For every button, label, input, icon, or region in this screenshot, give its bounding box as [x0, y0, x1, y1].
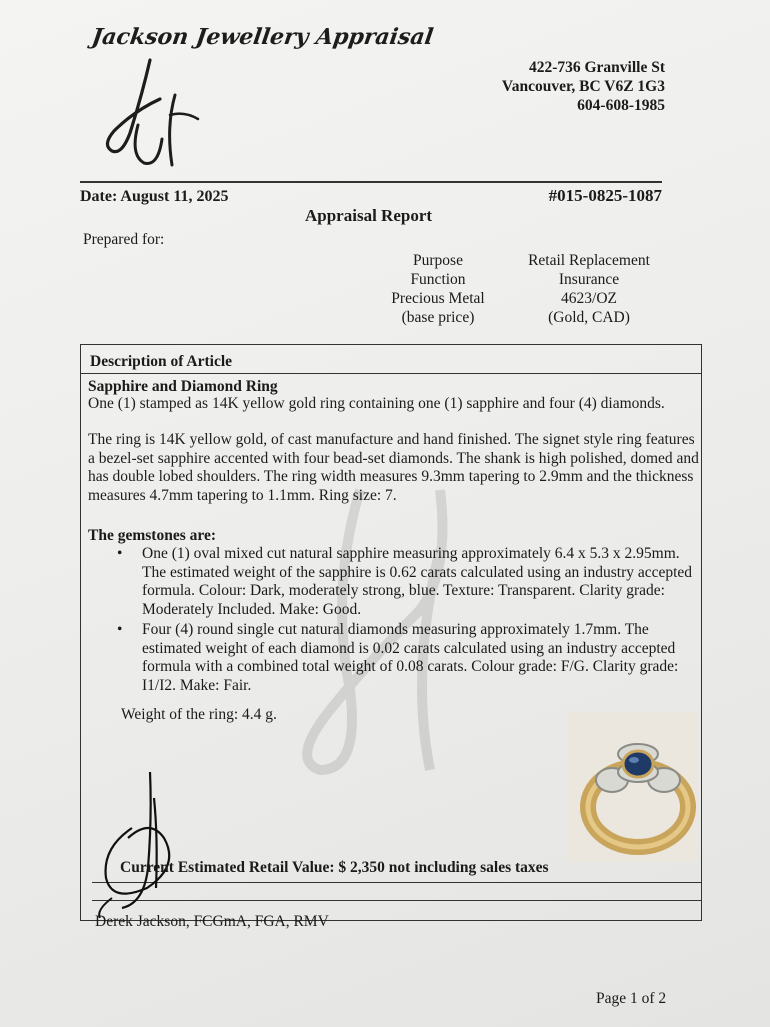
business-name: Jackson Jewellery Appraisal — [90, 24, 435, 50]
gemstone-text: One (1) oval mixed cut natural sapphire measuring approximately 6.4 x 5.3 x 2.95mm. The estimated weight of the sapphire is 0.62 carats calculated using an industry accepted formula. Colour: Dark, moderately strong, blue. Texture: Transparent. Clarity grade: Moderately Included. Make: Good. — [142, 545, 693, 618]
address-city: Vancouver, BC V6Z 1G3 — [501, 78, 665, 95]
bullet-icon: • — [117, 545, 123, 562]
report-reference-number: #015-0825-1087 — [548, 186, 662, 205]
ring-photo — [568, 712, 698, 862]
gemstone-item-diamonds — [117, 621, 705, 695]
base-price-value: (Gold, CAD) — [548, 309, 630, 326]
precious-metal-label: Precious Metal — [391, 290, 485, 307]
description-header-divider — [80, 373, 702, 374]
description-section-header: Description of Article — [90, 353, 233, 370]
detail-labels — [382, 251, 494, 327]
jj-monogram-logo — [100, 55, 210, 170]
estimated-retail-value: Current Estimated Retail Value: $ 2,350 not including sales taxes — [120, 859, 549, 876]
article-title: Sapphire and Diamond Ring — [88, 378, 278, 395]
report-date: Date: August 11, 2025 — [80, 188, 229, 205]
precious-metal-value: 4623/OZ — [561, 290, 617, 307]
bullet-icon: • — [117, 621, 123, 638]
report-title: Appraisal Report — [305, 206, 433, 225]
function-value: Insurance — [558, 271, 620, 288]
gemstone-item-sapphire — [117, 545, 705, 619]
business-phone: 604-608-1985 — [577, 97, 665, 114]
page-number: Page 1 of 2 — [596, 990, 667, 1007]
header-divider — [80, 181, 662, 183]
article-description: The ring is 14K yellow gold, of cast manufacture and hand finished. The signet style ring features a bezel-set sapphire accented with four bead-set diamonds. The shank is high polished, domed and has double lobed shoulders. The ring width measures 9.3mm tapering to 2.9mm and the thickness measures 4.7mm tapering to 1.1mm. Ring size: 7. — [88, 431, 699, 504]
gemstone-text: Four (4) round single cut natural diamonds measuring approximately 1.7mm. The estimated weight of each diamond is 0.02 carats calculated using an industry accepted formula with a combined total weight of 0.08 carats. Colour grade: F/G. Clarity grade: I1/I2. Make: Fair. — [142, 621, 679, 694]
appraiser-name: Derek Jackson, FCGmA, FGA, RMV — [95, 913, 329, 930]
function-label: Function — [410, 271, 466, 288]
address-street: 422-736 Granville St — [528, 59, 665, 76]
gemstones-header: The gemstones are: — [88, 527, 216, 544]
purpose-value: Retail Replacement — [528, 252, 650, 269]
handwritten-signature — [92, 768, 192, 918]
detail-values — [520, 251, 658, 327]
article-summary: One (1) stamped as 14K yellow gold ring containing one (1) sapphire and four (4) diamonds. — [88, 395, 665, 412]
gemstone-list — [117, 545, 705, 697]
base-price-label: (base price) — [401, 309, 475, 326]
purpose-label: Purpose — [413, 252, 463, 269]
business-address — [502, 58, 665, 115]
ring-weight: Weight of the ring: 4.4 g. — [121, 706, 277, 723]
prepared-for-label: Prepared for: — [83, 231, 165, 248]
